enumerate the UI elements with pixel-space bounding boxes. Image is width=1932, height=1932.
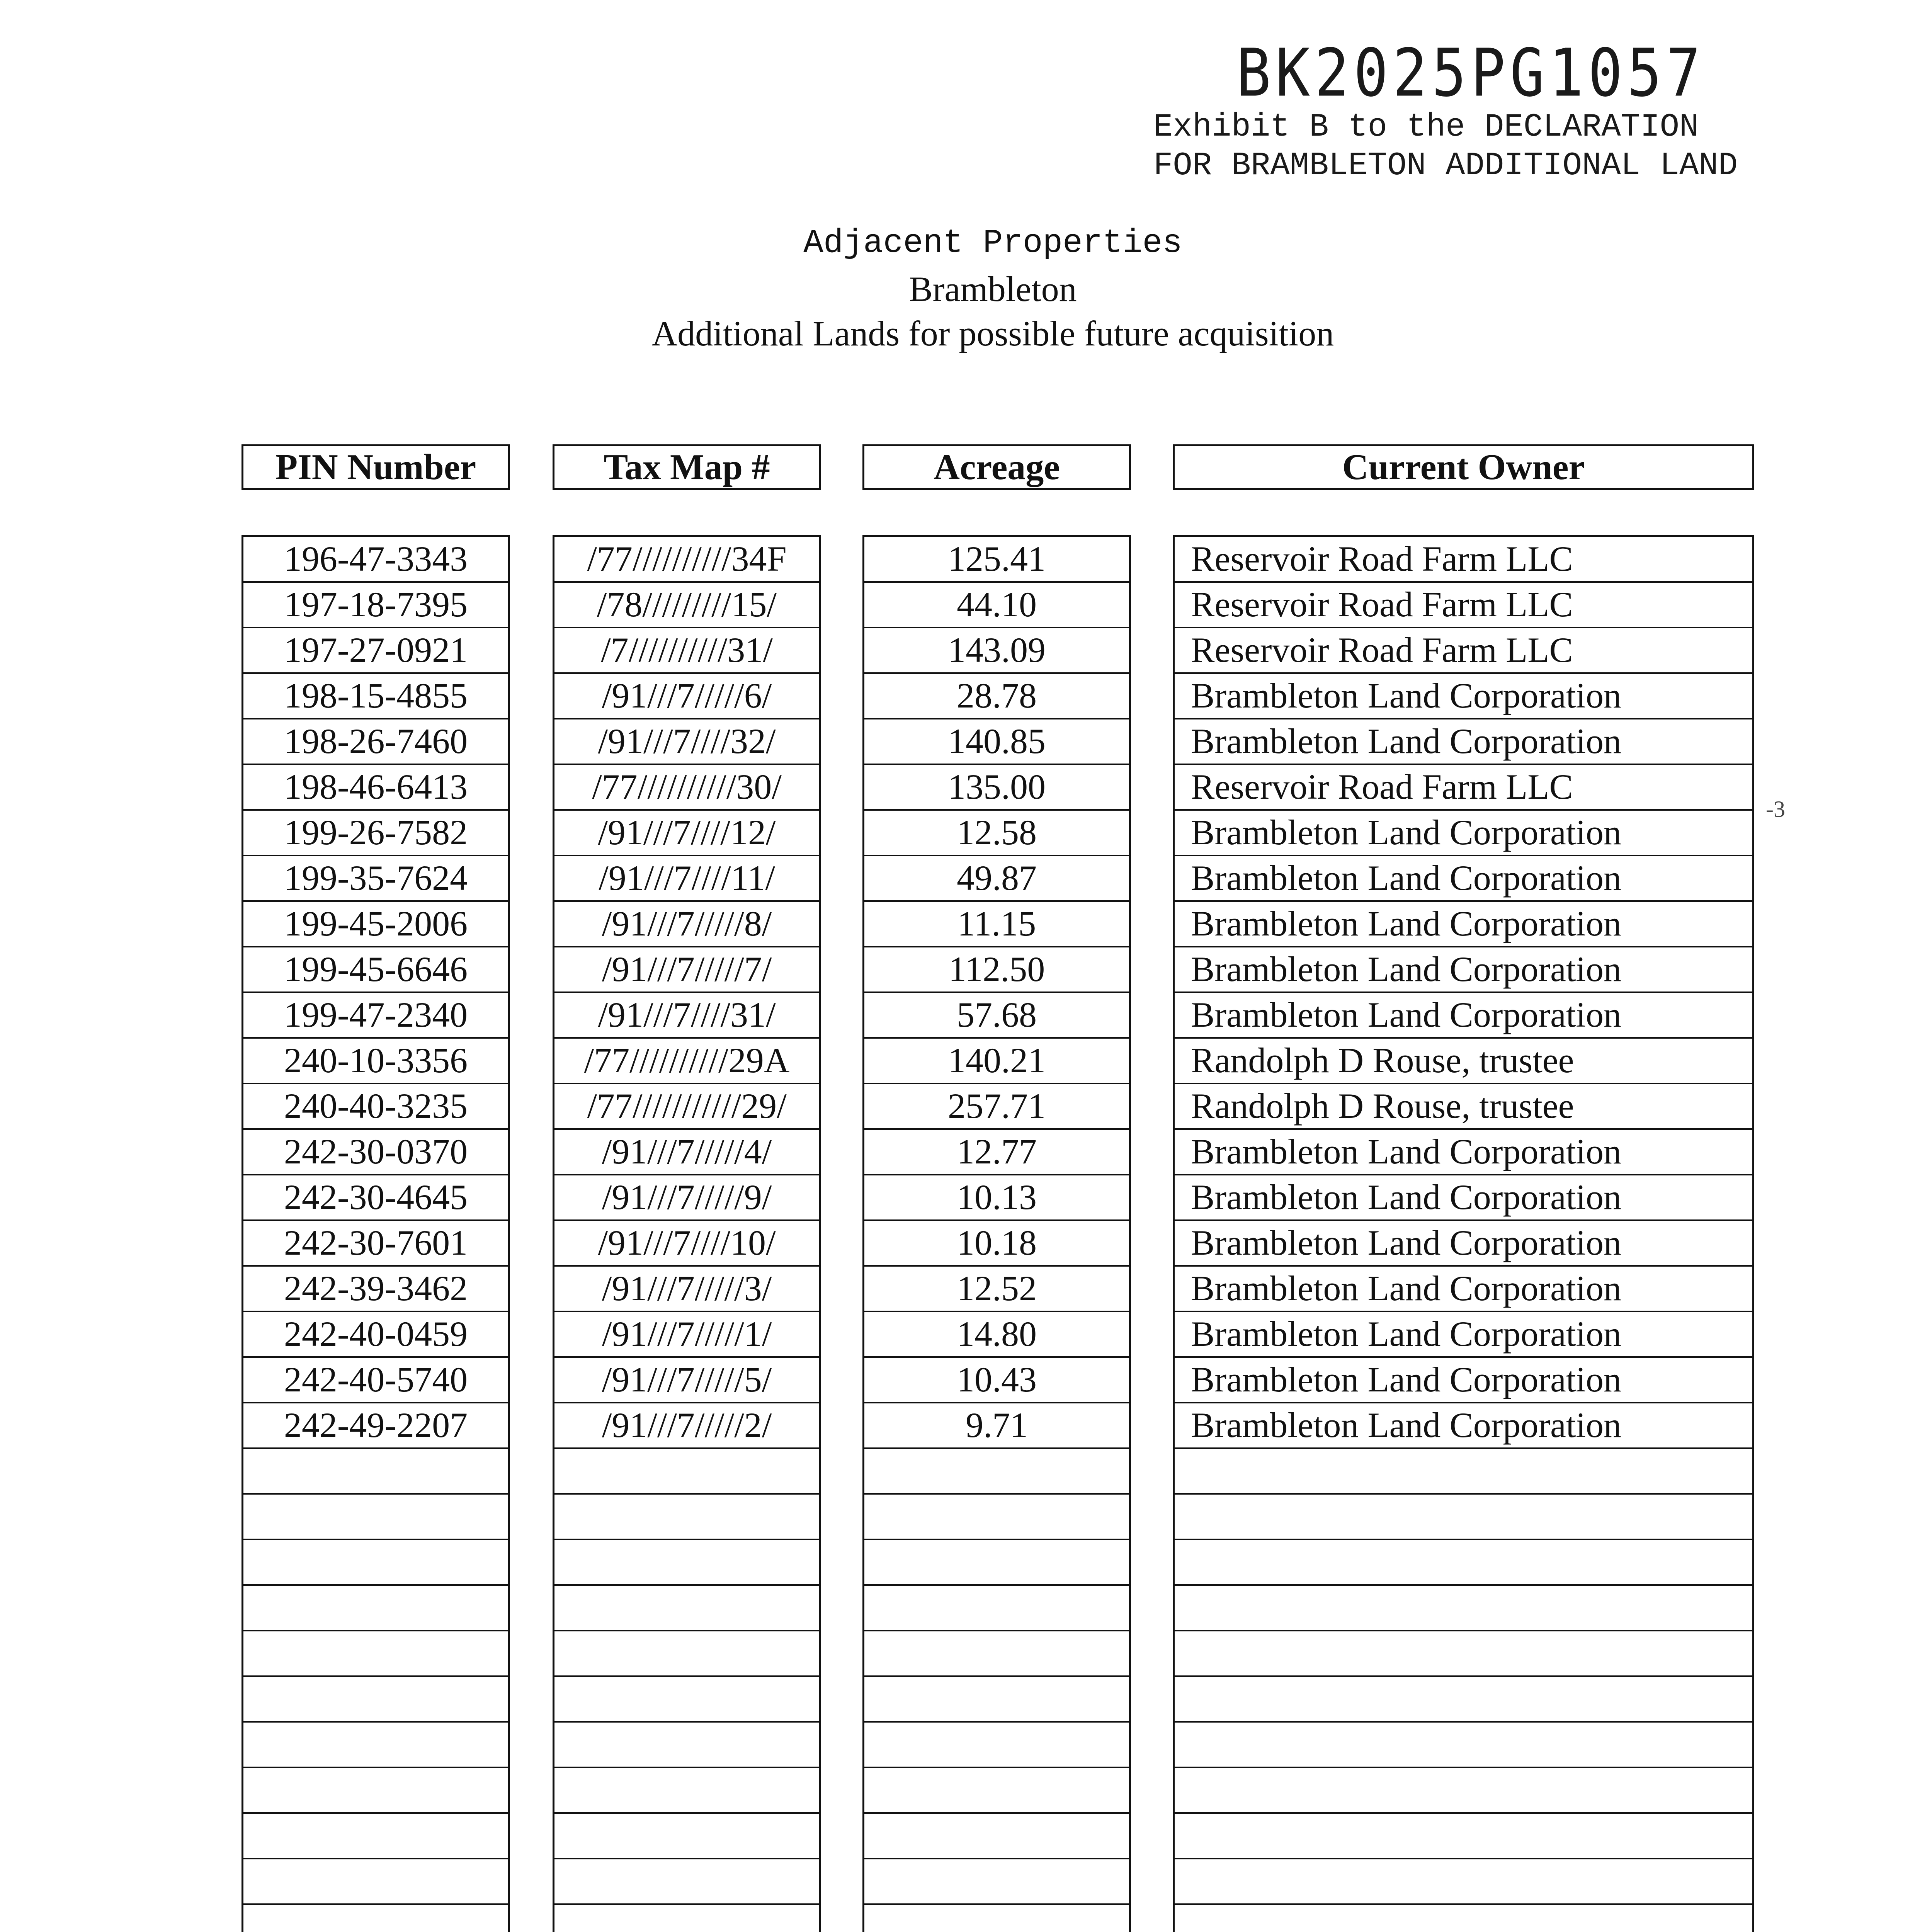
owner-cell: Brambleton Land Corporation — [1175, 902, 1752, 947]
blank-cell — [243, 1631, 508, 1677]
acreage-cell: 140.21 — [864, 1039, 1129, 1084]
blank-cell — [554, 1586, 819, 1631]
blank-cell — [554, 1723, 819, 1768]
pin-cell: 196-47-3343 — [243, 537, 508, 583]
tax-map-cell: /77///////////29/ — [554, 1084, 819, 1130]
blank-cell — [243, 1768, 508, 1814]
blank-cell — [243, 1540, 508, 1586]
blank-cell — [1175, 1814, 1752, 1859]
pin-cells — [242, 535, 510, 1932]
tax-map-cell: /91///7/////5/ — [554, 1358, 819, 1403]
blank-cell — [864, 1631, 1129, 1677]
blank-cell — [1175, 1768, 1752, 1814]
title-line-3: Additional Lands for possible future acquisition — [651, 314, 1334, 353]
blank-cell — [243, 1814, 508, 1859]
acreage-cell: 140.85 — [864, 719, 1129, 765]
acreage-cell: 12.52 — [864, 1267, 1129, 1312]
blank-cell — [1175, 1859, 1752, 1905]
acreage-cells — [862, 535, 1131, 1932]
blank-cell — [1175, 1677, 1752, 1723]
blank-cell — [243, 1723, 508, 1768]
blank-cell — [243, 1859, 508, 1905]
tax-map-cell: /78/////////15/ — [554, 583, 819, 628]
pin-cell: 199-47-2340 — [243, 993, 508, 1039]
exhibit-line-1: Exhibit B to the DECLARATION — [1153, 109, 1699, 146]
owner-cell: Brambleton Land Corporation — [1175, 856, 1752, 902]
blank-cell — [554, 1768, 819, 1814]
margin-mark: -3 — [1766, 796, 1785, 822]
blank-cell — [243, 1677, 508, 1723]
acreage-cell: 14.80 — [864, 1312, 1129, 1358]
owner-column — [1173, 444, 1754, 1445]
pin-cell: 198-15-4855 — [243, 674, 508, 719]
tax-map-cell: /91///7/////4/ — [554, 1130, 819, 1175]
tax-map-cell: /91///7/////7/ — [554, 947, 819, 993]
pin-cell: 197-27-0921 — [243, 628, 508, 674]
blank-cell — [1175, 1586, 1752, 1631]
exhibit-label — [1153, 108, 1738, 185]
owner-cell: Reservoir Road Farm LLC — [1175, 765, 1752, 811]
blank-cell — [554, 1905, 819, 1932]
acreage-cell: 10.18 — [864, 1221, 1129, 1267]
tax-map-cell: /91///7/////8/ — [554, 902, 819, 947]
tax-map-cell: /91///7/////1/ — [554, 1312, 819, 1358]
acreage-cell: 143.09 — [864, 628, 1129, 674]
pin-cell: 242-30-0370 — [243, 1130, 508, 1175]
tax-map-cell: /77//////////34F — [554, 537, 819, 583]
blank-cell — [1175, 1905, 1752, 1932]
acreage-cell: 257.71 — [864, 1084, 1129, 1130]
blank-cell — [1175, 1449, 1752, 1495]
tax-map-cell: /91///7/////2/ — [554, 1403, 819, 1449]
pin-cell: 198-46-6413 — [243, 765, 508, 811]
exhibit-line-2: FOR BRAMBLETON ADDITIONAL LAND — [1153, 148, 1738, 184]
tax-map-cell: /91///7////11/ — [554, 856, 819, 902]
tax-map-header: Tax Map # — [553, 444, 821, 490]
blank-cell — [1175, 1495, 1752, 1540]
pin-cell: 197-18-7395 — [243, 583, 508, 628]
acreage-cell: 135.00 — [864, 765, 1129, 811]
blank-cell — [864, 1677, 1129, 1723]
title-line-2: Brambleton — [909, 269, 1077, 309]
acreage-cell: 9.71 — [864, 1403, 1129, 1449]
blank-cell — [1175, 1631, 1752, 1677]
owner-cell: Randolph D Rouse, trustee — [1175, 1084, 1752, 1130]
pin-cell: 199-35-7624 — [243, 856, 508, 902]
acreage-cell: 49.87 — [864, 856, 1129, 902]
owner-cell: Randolph D Rouse, trustee — [1175, 1039, 1752, 1084]
tax-map-cell: /91///7/////3/ — [554, 1267, 819, 1312]
blank-cell — [864, 1449, 1129, 1495]
acreage-cell: 10.13 — [864, 1175, 1129, 1221]
blank-cell — [864, 1859, 1129, 1905]
blank-cell — [554, 1540, 819, 1586]
pin-cell: 199-45-2006 — [243, 902, 508, 947]
tax-map-cell: /91///7////10/ — [554, 1221, 819, 1267]
blank-cell — [554, 1631, 819, 1677]
acreage-header: Acreage — [862, 444, 1131, 490]
pin-header: PIN Number — [242, 444, 510, 490]
pin-cell: 242-40-5740 — [243, 1358, 508, 1403]
owner-cell: Brambleton Land Corporation — [1175, 1221, 1752, 1267]
owner-cell: Reservoir Road Farm LLC — [1175, 628, 1752, 674]
owner-cell: Brambleton Land Corporation — [1175, 1403, 1752, 1449]
blank-cell — [864, 1586, 1129, 1631]
tax-map-cell: /91///7/////9/ — [554, 1175, 819, 1221]
tax-map-cell: /91///7////32/ — [554, 719, 819, 765]
blank-cell — [1175, 1723, 1752, 1768]
acreage-cell: 12.77 — [864, 1130, 1129, 1175]
owner-cell: Brambleton Land Corporation — [1175, 1358, 1752, 1403]
acreage-column — [862, 444, 1131, 1445]
blank-cell — [1175, 1540, 1752, 1586]
blank-cell — [864, 1723, 1129, 1768]
owner-cell: Reservoir Road Farm LLC — [1175, 583, 1752, 628]
pin-cell: 242-39-3462 — [243, 1267, 508, 1312]
owner-cell: Brambleton Land Corporation — [1175, 1175, 1752, 1221]
tax-map-cell: /77//////////29A — [554, 1039, 819, 1084]
pin-cell: 242-30-4645 — [243, 1175, 508, 1221]
tax-map-cell: /91///7/////6/ — [554, 674, 819, 719]
pin-cell: 199-26-7582 — [243, 811, 508, 856]
owner-header: Current Owner — [1173, 444, 1754, 490]
blank-cell — [243, 1449, 508, 1495]
pin-cell: 198-26-7460 — [243, 719, 508, 765]
blank-cell — [243, 1495, 508, 1540]
pin-cell: 199-45-6646 — [243, 947, 508, 993]
blank-cell — [864, 1495, 1129, 1540]
acreage-cell: 12.58 — [864, 811, 1129, 856]
pin-cell: 242-30-7601 — [243, 1221, 508, 1267]
pin-cell: 242-40-0459 — [243, 1312, 508, 1358]
blank-cell — [243, 1586, 508, 1631]
blank-cell — [864, 1905, 1129, 1932]
acreage-cell: 112.50 — [864, 947, 1129, 993]
owner-cell: Brambleton Land Corporation — [1175, 674, 1752, 719]
owner-cell: Brambleton Land Corporation — [1175, 719, 1752, 765]
book-page-stamp: BK2025PG1057 — [1236, 35, 1706, 111]
pin-column — [242, 444, 510, 1445]
pin-cell: 240-10-3356 — [243, 1039, 508, 1084]
owner-cells — [1173, 535, 1754, 1932]
acreage-cell: 11.15 — [864, 902, 1129, 947]
acreage-cell: 125.41 — [864, 537, 1129, 583]
blank-cell — [554, 1677, 819, 1723]
owner-cell: Brambleton Land Corporation — [1175, 1267, 1752, 1312]
acreage-cell: 28.78 — [864, 674, 1129, 719]
owner-cell: Brambleton Land Corporation — [1175, 1130, 1752, 1175]
tax-map-cell: /91///7////31/ — [554, 993, 819, 1039]
blank-cell — [554, 1495, 819, 1540]
title-line-1: Adjacent Properties — [803, 224, 1182, 262]
blank-cell — [864, 1814, 1129, 1859]
blank-cell — [554, 1814, 819, 1859]
tax-map-cell: /91///7////12/ — [554, 811, 819, 856]
blank-cell — [554, 1449, 819, 1495]
pin-cell: 240-40-3235 — [243, 1084, 508, 1130]
owner-cell: Brambleton Land Corporation — [1175, 1312, 1752, 1358]
tax-map-column — [553, 444, 821, 1445]
tax-map-cell: /77//////////30/ — [554, 765, 819, 811]
owner-cell: Brambleton Land Corporation — [1175, 947, 1752, 993]
pin-cell: 242-49-2207 — [243, 1403, 508, 1449]
blank-cell — [554, 1859, 819, 1905]
acreage-cell: 10.43 — [864, 1358, 1129, 1403]
tax-map-cell: /7//////////31/ — [554, 628, 819, 674]
blank-cell — [864, 1768, 1129, 1814]
owner-cell: Reservoir Road Farm LLC — [1175, 537, 1752, 583]
blank-cell — [243, 1905, 508, 1932]
acreage-cell: 57.68 — [864, 993, 1129, 1039]
tax-map-cells — [553, 535, 821, 1932]
owner-cell: Brambleton Land Corporation — [1175, 993, 1752, 1039]
blank-cell — [864, 1540, 1129, 1586]
acreage-cell: 44.10 — [864, 583, 1129, 628]
owner-cell: Brambleton Land Corporation — [1175, 811, 1752, 856]
